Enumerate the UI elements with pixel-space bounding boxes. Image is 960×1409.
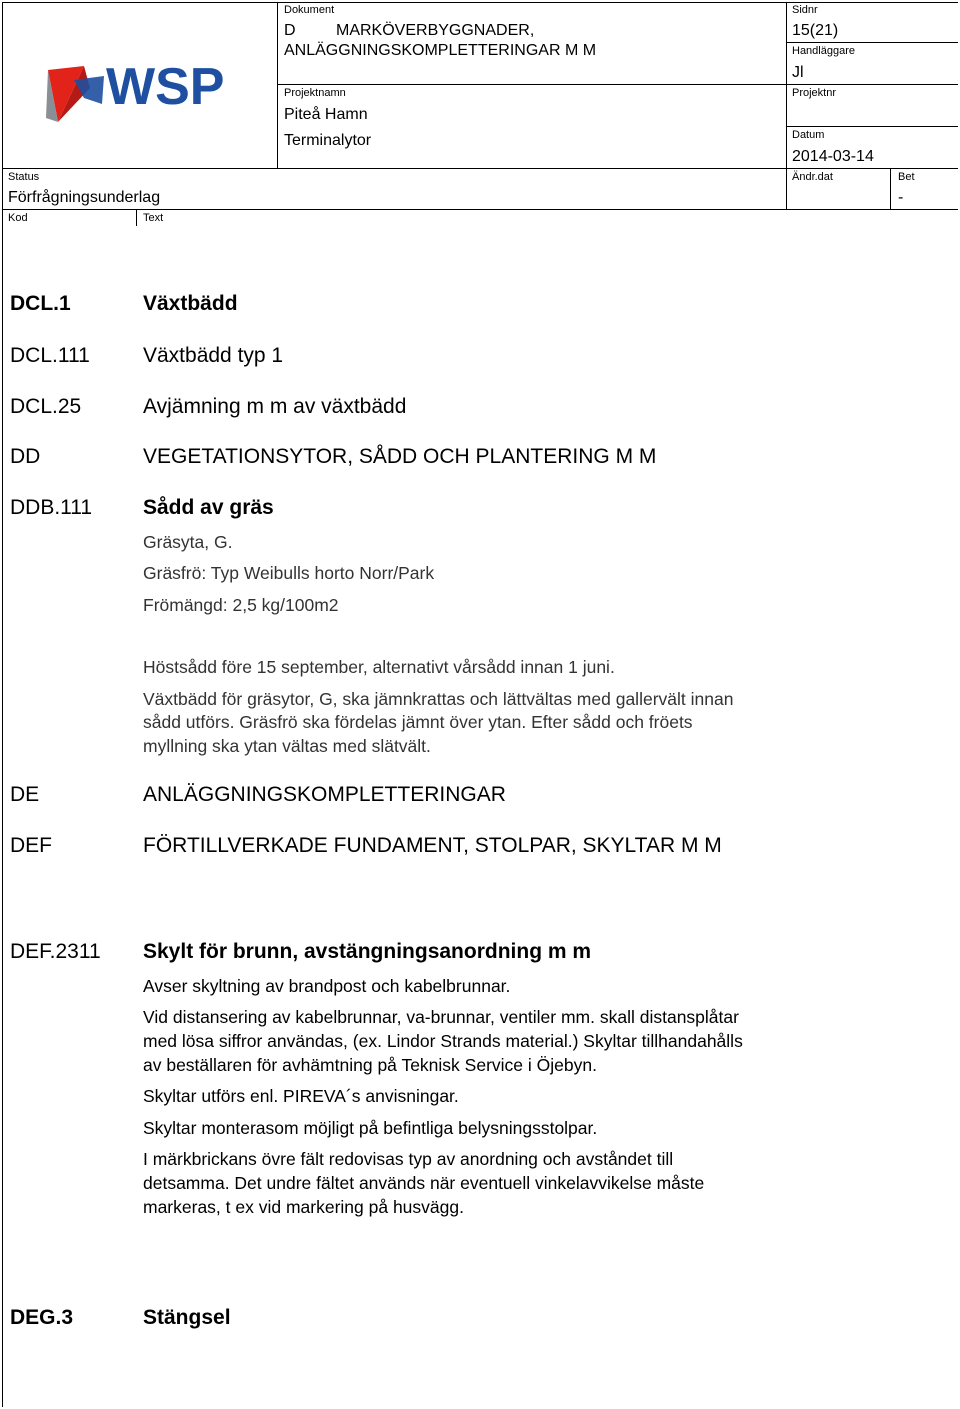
projektnamn-line-2: Terminalytor <box>284 132 372 149</box>
heading-dd: VEGETATIONSYTOR, SÅDD OCH PLANTERING M M <box>143 445 657 468</box>
heading-def2311: Skylt för brunn, avstängningsanordning m m <box>143 940 592 963</box>
bet-label: Bet <box>898 171 915 183</box>
heading-dcl1: Växtbädd <box>143 292 238 315</box>
projektnamn-label: Projektnamn <box>284 87 346 99</box>
def2311-para-3: Skyltar utförs enl. PIREVA´s anvisningar. <box>143 1086 459 1106</box>
def2311-para-2-line-2: med lösa siffror användas, (ex. Lindor Strands material.) Skyltar tillhandahålls <box>143 1031 743 1051</box>
projektnamn-line-1: Piteå Hamn <box>284 106 368 123</box>
def2311-para-5-line-2: detsamma. Det undre fältet används när eventuell vinkelavvikelse måste <box>143 1173 705 1193</box>
def2311-para-2-line-1: Vid distansering av kabelbrunnar, va-brunnar, ventiler mm. skall distansplåtar <box>143 1007 739 1027</box>
ddb111-line-3: Frömängd: 2,5 kg/100m2 <box>143 595 339 615</box>
ddb111-para-2-line-3: myllning ska ytan vältas med slätvält. <box>143 736 431 756</box>
ddb111-para-2-line-1: Växtbädd för gräsytor, G, ska jämnkrattas och lättvältas med gallervält innan <box>143 689 734 709</box>
def2311-para-5-line-3: markeras, t ex vid markering på husvägg. <box>143 1197 464 1217</box>
datum-value: 2014-03-14 <box>792 148 874 165</box>
bet-value: - <box>898 189 904 206</box>
ddb111-para-1: Höstsådd före 15 september, alternativt vårsådd innan 1 juni. <box>143 657 615 677</box>
handlaggare-value: Jl <box>792 64 804 81</box>
code-deg3: DEG.3 <box>10 1306 74 1329</box>
kod-label: Kod <box>8 212 28 224</box>
code-def: DEF <box>10 834 52 857</box>
heading-def: FÖRTILLVERKADE FUNDAMENT, STOLPAR, SKYLTAR M M <box>143 834 722 857</box>
dokument-title-2: ANLÄGGNINGSKOMPLETTERINGAR M M <box>284 42 597 59</box>
code-de: DE <box>10 783 40 806</box>
heading-de: ANLÄGGNINGSKOMPLETTERINGAR <box>143 783 506 806</box>
ddb111-line-1: Gräsyta, G. <box>143 532 233 552</box>
code-dcl25: DCL.25 <box>10 395 82 418</box>
code-dd: DD <box>10 445 41 468</box>
text-label: Text <box>143 212 164 224</box>
wsp-logo-icon <box>44 58 244 128</box>
heading-deg3: Stängsel <box>143 1306 231 1329</box>
status-value: Förfrågningsunderlag <box>8 189 161 206</box>
dokument-label: Dokument <box>284 4 335 16</box>
code-dcl1: DCL.1 <box>10 292 71 315</box>
sidnr-value: 15(21) <box>792 22 839 39</box>
def2311-para-1: Avser skyltning av brandpost och kabelbrunnar. <box>143 976 511 996</box>
heading-dcl25: Avjämning m m av växtbädd <box>143 395 407 418</box>
def2311-para-5-line-1: I märkbrickans övre fält redovisas typ av anordning och avståndet till <box>143 1149 674 1169</box>
andr-dat-label: Ändr.dat <box>792 171 833 183</box>
ddb111-para-2-line-2: sådd utförs. Gräsfrö ska fördelas jämnt över ytan. Efter sådd och fröets <box>143 712 693 732</box>
wsp-logo <box>44 58 244 128</box>
dokument-title-1: MARKÖVERBYGGNADER, <box>336 22 535 39</box>
status-label: Status <box>8 171 40 183</box>
def2311-para-4: Skyltar monterasom möjligt på befintliga belysningsstolpar. <box>143 1118 598 1138</box>
handlaggare-label: Handläggare <box>792 45 855 57</box>
ddb111-line-2: Gräsfrö: Typ Weibulls horto Norr/Park <box>143 563 435 583</box>
code-def2311: DEF.2311 <box>10 940 101 963</box>
code-ddb111: DDB.111 <box>10 496 93 519</box>
datum-label: Datum <box>792 129 825 141</box>
code-dcl111: DCL.111 <box>10 344 90 367</box>
dokument-code: D <box>284 22 296 39</box>
svg-text:WSP: WSP <box>106 58 225 116</box>
sidnr-label: Sidnr <box>792 4 818 16</box>
projektnr-label: Projektnr <box>792 87 837 99</box>
def2311-para-2-line-3: av beställaren för avhämtning på Teknisk Service i Öjebyn. <box>143 1055 597 1075</box>
heading-ddb111: Sådd av gräs <box>143 496 274 519</box>
heading-dcl111: Växtbädd typ 1 <box>143 344 284 367</box>
